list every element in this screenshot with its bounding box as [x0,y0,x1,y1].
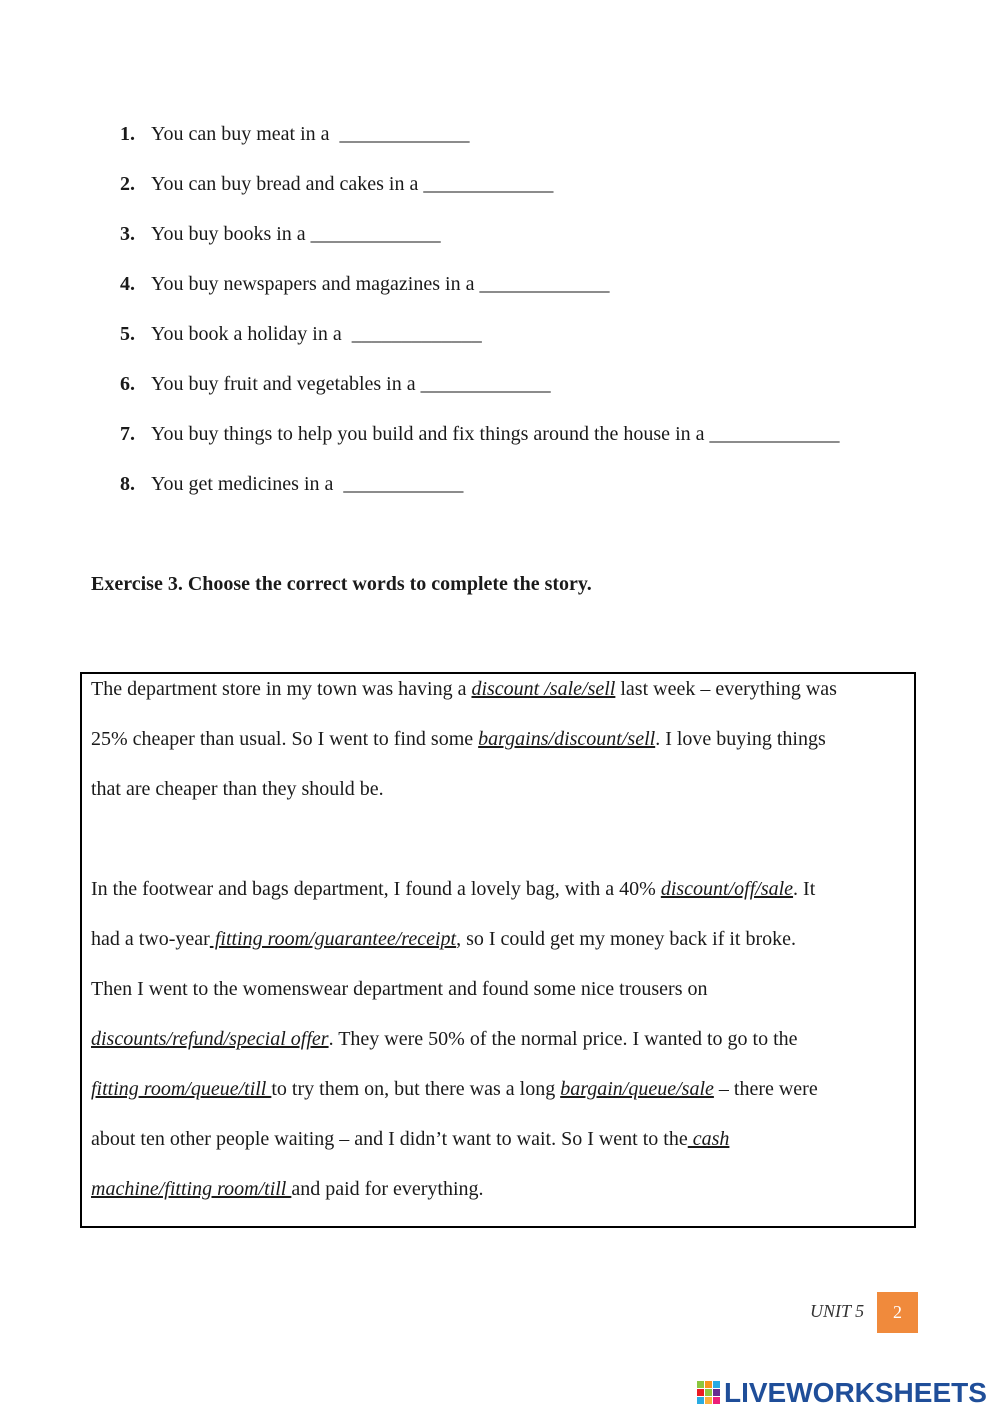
word-choice[interactable]: fitting room/queue/till [91,1078,272,1100]
word-choice[interactable]: cash [687,1128,730,1150]
story-line [91,976,707,1002]
answer-blank[interactable]: _____________ [423,173,554,195]
word-choice[interactable]: discount /sale/sell [471,678,616,700]
answer-blank[interactable]: _____________ [351,323,482,345]
brand-text: LIVEWORKSHEETS [724,1377,987,1408]
answer-blank[interactable]: ____________ [343,473,464,495]
list-item [120,221,441,247]
story-text: . I love buying things [655,728,826,750]
list-item [120,171,553,197]
item-number: 4. [120,273,135,295]
story-text: – there were [713,1078,818,1100]
story-text: had a two-year [91,928,210,950]
list-item [120,121,470,147]
story-line [91,1076,818,1102]
story-text: . It [793,878,816,900]
story-line [91,926,796,952]
item-number: 6. [120,373,135,395]
story-line [91,876,815,902]
story-text: and paid for everything. [291,1178,484,1200]
page-number-badge: 2 [877,1292,918,1333]
story-line [91,726,826,752]
list-item [120,271,609,297]
item-text: You buy newspapers and magazines in a [151,273,475,295]
answer-blank[interactable]: _____________ [420,373,551,395]
item-text: You buy fruit and vegetables in a [151,373,416,395]
story-text: The department store in my town was having a [91,678,472,700]
story-line [91,1126,729,1152]
story-text: last week – everything was [615,678,837,700]
answer-blank[interactable]: _____________ [479,273,610,295]
story-line [91,676,837,702]
item-number: 2. [120,173,135,195]
item-number: 5. [120,323,135,345]
exercise-heading: Exercise 3. Choose the correct words to complete the story. [91,573,592,595]
word-choice[interactable]: fitting room/guarantee/receipt [209,928,457,950]
item-number: 3. [120,223,135,245]
story-text: In the footwear and bags department, I found a lovely bag, with a 40% [91,878,661,900]
answer-blank[interactable]: _____________ [339,123,470,145]
item-number: 8. [120,473,135,495]
story-line [91,1176,484,1202]
list-item [120,371,551,397]
item-text: You can buy bread and cakes in a [151,173,419,195]
word-choice[interactable]: bargains/discount/sell [478,728,656,750]
item-number: 1. [120,123,135,145]
story-text: that are cheaper than they should be. [91,778,384,800]
story-text: to try them on, but there was a long [271,1078,561,1100]
item-number: 7. [120,423,135,445]
answer-blank[interactable]: _____________ [310,223,441,245]
item-text: You can buy meat in a [151,123,330,145]
unit-label: UNIT 5 [810,1301,865,1321]
list-item [120,421,840,447]
word-choice[interactable]: bargain/queue/sale [560,1078,714,1100]
item-text: You buy things to help you build and fix things around the house in a [151,423,705,445]
word-choice[interactable]: machine/fitting room/till [91,1178,292,1200]
list-item [120,321,482,347]
liveworksheets-logo-icon [697,1381,721,1405]
word-choice[interactable]: discounts/refund/special offer [91,1028,329,1050]
item-text: You book a holiday in a [151,323,342,345]
story-text: Then I went to the womenswear department and found some nice trousers on [91,978,708,1000]
brand-logo [697,1378,987,1408]
story-text: . They were 50% of the normal price. I wanted to go to the [328,1028,798,1050]
story-text: about ten other people waiting – and I didn’t want to wait. So I went to the [91,1128,688,1150]
story-line [91,1026,798,1052]
story-text: , so I could get my money back if it broke. [456,928,797,950]
story-text: 25% cheaper than usual. So I went to find some [91,728,479,750]
word-choice[interactable]: discount/off/sale [660,878,794,900]
item-text: You get medicines in a [151,473,334,495]
list-item [120,471,463,497]
item-text: You buy books in a [151,223,306,245]
story-line [91,776,384,802]
answer-blank[interactable]: _____________ [709,423,840,445]
